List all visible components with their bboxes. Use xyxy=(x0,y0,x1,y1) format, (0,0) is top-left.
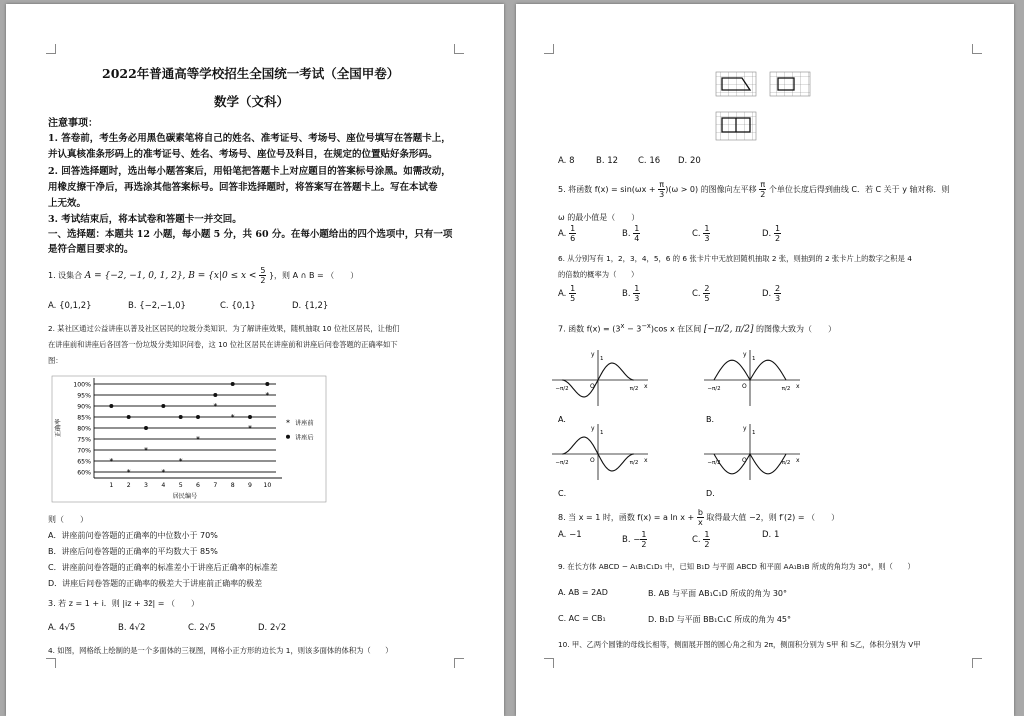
y-tick-label: 90% xyxy=(77,403,91,411)
legend-marker-after xyxy=(286,435,290,439)
q7-graph-b xyxy=(704,350,800,424)
option-letter: D. xyxy=(762,530,774,540)
option-b xyxy=(622,224,640,243)
point-before: * xyxy=(265,391,270,400)
q4-option-d: D. 20 xyxy=(678,156,701,166)
point-after xyxy=(265,382,269,386)
graph-option-label: D. xyxy=(706,489,715,498)
option-a xyxy=(558,530,582,540)
exam-subtitle: 数学（文科） xyxy=(214,94,290,109)
y-tick-one: 1 xyxy=(752,430,756,436)
legend-label-after: 讲座后 xyxy=(295,434,314,442)
origin-label: O xyxy=(742,383,747,390)
y-tick-one: 1 xyxy=(600,356,604,362)
option-fraction xyxy=(703,284,710,303)
origin-label: O xyxy=(742,457,747,464)
option-fraction xyxy=(640,530,647,549)
q8-b-over-x xyxy=(697,508,704,527)
axis-x-label: x xyxy=(796,383,800,390)
point-after xyxy=(144,426,148,430)
point-after xyxy=(248,415,252,419)
axis-x-label: x xyxy=(796,457,800,464)
tick-pi-half: π/2 xyxy=(629,460,639,466)
point-before: * xyxy=(161,468,166,477)
q3-option-c: C. 2√5 xyxy=(188,623,216,633)
notice-line: 上无效。 xyxy=(48,198,87,209)
x-tick-label: 3 xyxy=(144,482,148,489)
legend-label-before: 讲座前 xyxy=(295,420,314,427)
option-fraction xyxy=(633,284,640,303)
q5-line-2: ω 的最小值是（ ） xyxy=(558,213,640,222)
top-view xyxy=(716,112,756,140)
frac-den: 3 xyxy=(774,294,781,303)
frac-den: 2 xyxy=(704,540,710,549)
frac-den: 2 xyxy=(774,234,781,243)
y-tick-label: 100% xyxy=(73,381,91,389)
x-tick-label: 5 xyxy=(178,482,183,489)
point-before: * xyxy=(109,457,114,466)
q5-phase-num: π xyxy=(659,180,665,189)
tick-pi-half: π/2 xyxy=(781,386,791,392)
frac-den: 6 xyxy=(570,234,576,243)
frac-den: 2 xyxy=(641,540,647,549)
option-letter: A. xyxy=(558,229,570,239)
origin-label: O xyxy=(590,383,595,390)
option-letter: B. xyxy=(622,229,634,239)
point-after xyxy=(109,404,113,408)
legend-marker-before: * xyxy=(286,418,290,428)
y-tick-label: 85% xyxy=(77,414,91,422)
q7-stem-c: − 3 xyxy=(624,324,642,334)
q4-option-a: A. 8 xyxy=(558,156,575,166)
notice-line: 并认真核准条形码上的准考证号、姓名、考场号、座位号及科目，在规定的位置贴好条形码。 xyxy=(48,149,438,160)
graph-option-label: C. xyxy=(558,489,567,498)
x-tick-label: 9 xyxy=(248,482,252,489)
q1-set-b: {x|0 ≤ x < xyxy=(208,271,260,281)
option-letter: C. xyxy=(692,535,704,545)
point-after xyxy=(179,415,183,419)
q7-graph-a xyxy=(552,350,648,424)
question-4-stem: 4. 如图，网格纸上绘制的是一个多面体的三视图，网格小正方形的边长为 1，则该多面体的体积为（ ） xyxy=(48,646,393,655)
question-6-line: 的倍数的概率为（ ） xyxy=(558,270,639,279)
crop-mark-top-right xyxy=(972,44,982,54)
q1-frac-den: 2 xyxy=(260,276,266,285)
q7-sup-x: x xyxy=(620,322,625,330)
q9-option-d: D. B₁D 与平面 BB₁C₁C 所成的角为 45° xyxy=(648,615,792,624)
graph-option-label: B. xyxy=(706,415,715,424)
crop-mark-bottom-left xyxy=(544,658,554,668)
q8-stem-b: 取得最大值 −2，则 f′(2) = （ ） xyxy=(703,513,840,522)
notice-line: 1. 答卷前，考生务必用黑色碳素笔将自己的姓名、准考证号、考场号、座位号填写在答题卡上， xyxy=(48,133,451,144)
q3-option-a: A. 4√5 xyxy=(48,623,76,633)
frac-num: 2 xyxy=(774,284,781,293)
frac-num: 1 xyxy=(774,224,781,233)
frac-num: 2 xyxy=(704,284,710,293)
option-letter: D. xyxy=(762,229,774,239)
option-letter: C. xyxy=(692,229,704,239)
x-tick-label: 2 xyxy=(126,482,131,489)
question-10-stem: 10. 甲、乙两个圆锥的母线长相等，侧面展开图的圆心角之和为 2π，侧面积分别为 S甲 和 S乙，体积分别为 V甲 xyxy=(558,640,921,649)
q5-stem-b: )(ω > 0) 的图像向左平移 xyxy=(665,185,757,194)
q1-option-a: A. {0,1,2} xyxy=(48,301,92,311)
question-2-line: 在讲座前和讲座后各回答一份垃圾分类知识问卷，这 10 位社区居民在讲座前和讲座后问卷答题的正确率如下 xyxy=(48,340,398,349)
y-tick-label: 95% xyxy=(77,392,91,400)
point-after xyxy=(196,415,200,419)
crop-mark-bottom-right xyxy=(454,658,464,668)
option-letter: A. xyxy=(558,289,570,299)
option-fraction xyxy=(569,224,576,243)
option-fraction xyxy=(703,530,710,549)
tick-pi-half: π/2 xyxy=(629,386,639,392)
point-before: * xyxy=(126,468,131,477)
option-d xyxy=(762,284,781,303)
q4-three-view-figure xyxy=(712,68,852,148)
crop-mark-bottom-left xyxy=(46,658,56,668)
x-tick-label: 4 xyxy=(161,482,166,489)
axis-x-label: x xyxy=(644,457,648,464)
frac-num: 1 xyxy=(634,284,640,293)
frac-num: 1 xyxy=(704,530,710,539)
front-view xyxy=(716,72,756,96)
point-after xyxy=(127,415,131,419)
q5-shift-frac xyxy=(759,180,766,199)
point-before: * xyxy=(178,457,183,466)
question-3-stem: 3. 若 z = 1 + i．则 |iz + 3z̄| = （ ） xyxy=(48,599,200,608)
option-d xyxy=(762,224,781,243)
crop-mark-top-left xyxy=(46,44,56,54)
frac-den: 5 xyxy=(704,294,710,303)
crop-mark-top-right xyxy=(454,44,464,54)
point-after xyxy=(213,393,217,397)
axis-y-label: y xyxy=(743,351,747,358)
q3-option-d: D. 2√2 xyxy=(258,623,287,633)
q5-shift-den: 2 xyxy=(760,190,766,199)
question-6-line: 6. 从分别写有 1，2，3，4，5，6 的 6 张卡片中无放回随机抽取 2 张，则抽到的 2 张卡片上的数字之积是 4 xyxy=(558,254,912,263)
q7-graph-c xyxy=(552,424,648,498)
option-fraction xyxy=(774,224,781,243)
option-letter: A. xyxy=(558,530,570,540)
graph-option-label: A. xyxy=(558,415,566,424)
q2-option-a: A．讲座前问卷答题的正确率的中位数小于 70% xyxy=(48,531,218,540)
q8-b-num: b xyxy=(697,508,703,517)
origin-label: O xyxy=(590,457,595,464)
q2-scatter-chart xyxy=(36,372,336,508)
q1-tail: }，则 A ∩ B = （ ） xyxy=(268,271,359,280)
frac-num: 1 xyxy=(570,224,576,233)
q8-stem-a: 8. 当 x = 1 时，函数 f(x) = a ln x + xyxy=(558,513,697,522)
frac-den: 5 xyxy=(570,294,576,303)
q3-option-b: B. 4√2 xyxy=(118,623,146,633)
question-7-stem xyxy=(558,322,836,335)
right-page xyxy=(516,4,1014,716)
q4-option-c: C. 16 xyxy=(638,156,661,166)
question-8-stem xyxy=(558,508,839,527)
q5-stem-c: 个单位长度后得到曲线 C．若 C 关于 y 轴对称．则 xyxy=(768,185,950,194)
notice-line: 2. 回答选择题时，选出每小题答案后，用铅笔把答题卡上对应题目的答案标号涂黑。如需改动， xyxy=(48,166,451,177)
frac-num: 1 xyxy=(704,224,710,233)
point-before: * xyxy=(144,446,148,455)
option-a xyxy=(558,284,576,303)
q9-option-a: A. AB = 2AD xyxy=(558,588,608,597)
crop-mark-top-left xyxy=(544,44,554,54)
q2-option-c: C．讲座前问卷答题的正确率的标准差小于讲座后正确率的标准差 xyxy=(48,563,278,572)
x-axis-label: 居民编号 xyxy=(172,493,198,500)
option-fraction xyxy=(633,224,640,243)
notice-heading: 注意事项： xyxy=(48,118,98,129)
q1-option-d: D. {1,2} xyxy=(292,301,329,311)
q2-option-b: B．讲座后问卷答题的正确率的平均数大于 85% xyxy=(48,547,218,556)
option-letter: C. xyxy=(692,289,704,299)
option-c xyxy=(692,530,710,549)
option-d xyxy=(762,530,779,540)
axis-y-label: y xyxy=(591,351,595,358)
axis-x-label: x xyxy=(644,383,648,390)
option-letter: D. xyxy=(762,289,774,299)
axis-y-label: y xyxy=(591,425,595,432)
tick-neg-pi-half: −π/2 xyxy=(707,460,721,466)
option-b xyxy=(622,284,640,303)
q4-option-b: B. 12 xyxy=(596,156,619,166)
option-c xyxy=(692,284,710,303)
option-value: −1 xyxy=(569,530,582,540)
exam-title: 2022年普通高等学校招生全国统一考试（全国甲卷） xyxy=(102,66,400,81)
q1-set-a: A = {−2, −1, 0, 1, 2}, B = xyxy=(84,271,209,281)
q7-graph-d xyxy=(704,424,800,498)
point-before: * xyxy=(248,424,252,433)
y-tick-label: 70% xyxy=(77,447,91,455)
y-tick-label: 75% xyxy=(77,436,91,444)
y-tick-one: 1 xyxy=(600,430,604,436)
q7-stem-a: 7. 函数 f(x) = (3 xyxy=(558,324,621,334)
notice-line: 一、选择题：本题共 12 小题，每小题 5 分，共 60 分。在每小题给出的四个选项中，只有一项 xyxy=(48,229,453,240)
y-axis-label: 正确率 xyxy=(55,418,62,438)
tick-neg-pi-half: −π/2 xyxy=(707,386,721,392)
option-fraction xyxy=(774,284,781,303)
question-9-stem: 9. 在长方体 ABCD − A₁B₁C₁D₁ 中，已知 B₁D 与平面 ABCD 和平面 AA₁B₁B 所成的角均为 30°，则（ ） xyxy=(558,562,915,571)
q9-option-b: B. AB 与平面 AB₁C₁D 所成的角为 30° xyxy=(648,589,788,598)
y-tick-label: 80% xyxy=(77,425,91,433)
frac-num: 1 xyxy=(634,224,640,233)
point-before: * xyxy=(213,402,218,411)
option-a xyxy=(558,224,576,243)
notice-line: 3. 考试结束后，将本试卷和答题卡一并交回。 xyxy=(48,214,242,225)
y-tick-one: 1 xyxy=(752,356,756,362)
y-tick-label: 60% xyxy=(77,469,91,477)
q1-prefix: 1. 设集合 xyxy=(48,271,83,280)
q9-option-c: C. AC = CB₁ xyxy=(558,614,606,623)
tick-neg-pi-half: −π/2 xyxy=(555,460,569,466)
option-value: 1 xyxy=(773,530,780,540)
option-b xyxy=(622,530,647,549)
q1-frac-num: 5 xyxy=(260,266,266,275)
frac-den: 4 xyxy=(634,234,640,243)
frac-num: 1 xyxy=(641,530,647,539)
x-tick-label: 1 xyxy=(109,482,114,489)
crop-mark-bottom-right xyxy=(972,658,982,668)
left-page xyxy=(6,4,504,716)
x-tick-label: 8 xyxy=(230,482,235,489)
y-tick-label: 65% xyxy=(77,458,91,466)
q7-stem-f: 的图像大致为（ ） xyxy=(753,324,837,334)
point-before: * xyxy=(196,435,200,444)
q7-graph-options xyxy=(550,344,1010,504)
q5-stem-a: 5. 将函数 f(x) = sin(ωx + xyxy=(558,185,659,194)
side-view xyxy=(770,72,810,96)
q1-option-b: B. {−2,−1,0} xyxy=(128,301,186,311)
option-letter: B. xyxy=(622,535,634,545)
q7-sup-negx: −x xyxy=(641,322,651,330)
tick-neg-pi-half: −π/2 xyxy=(555,386,569,392)
frac-den: 3 xyxy=(704,234,710,243)
question-5-stem xyxy=(558,180,950,199)
q2-then: 则（ ） xyxy=(48,515,88,524)
question-2-line: 图： xyxy=(48,356,63,365)
x-tick-label: 6 xyxy=(196,482,200,489)
q8-b-den: x xyxy=(697,518,703,527)
option-c xyxy=(692,224,710,243)
point-after xyxy=(161,404,165,408)
point-before: * xyxy=(230,413,235,422)
q5-shift-num: π xyxy=(760,180,766,189)
option-fraction xyxy=(569,284,576,303)
q7-stem-e: )cos x 在区间 xyxy=(650,324,704,334)
point-after xyxy=(231,382,235,386)
option-letter: B. xyxy=(622,289,634,299)
q7-interval: [−π/2, π/2] xyxy=(703,324,754,335)
notice-line: 用橡皮擦干净后，再选涂其他答案标号。回答非选择题时，将答案写在答题卡上。写在本试卷 xyxy=(48,182,438,193)
axis-y-label: y xyxy=(743,425,747,432)
option-sign: − xyxy=(633,535,641,545)
option-fraction xyxy=(703,224,710,243)
q1-option-c: C. {0,1} xyxy=(220,301,256,311)
q5-phase-den: 3 xyxy=(659,190,665,199)
frac-den: 3 xyxy=(634,294,640,303)
frac-num: 1 xyxy=(570,284,576,293)
question-2-line: 2. 某社区通过公益讲座以普及社区居民的垃圾分类知识．为了解讲座效果，随机抽取 10 位社区居民，让他们 xyxy=(48,324,400,333)
question-1-stem xyxy=(48,266,358,285)
q1-fraction xyxy=(259,266,266,285)
notice-line: 是符合题目要求的。 xyxy=(48,244,134,255)
q2-option-d: D．讲座后问卷答题的正确率的极差大于讲座前正确率的极差 xyxy=(48,579,263,588)
x-tick-label: 7 xyxy=(213,482,218,489)
x-tick-label: 10 xyxy=(263,482,272,489)
tick-pi-half: π/2 xyxy=(781,460,791,466)
